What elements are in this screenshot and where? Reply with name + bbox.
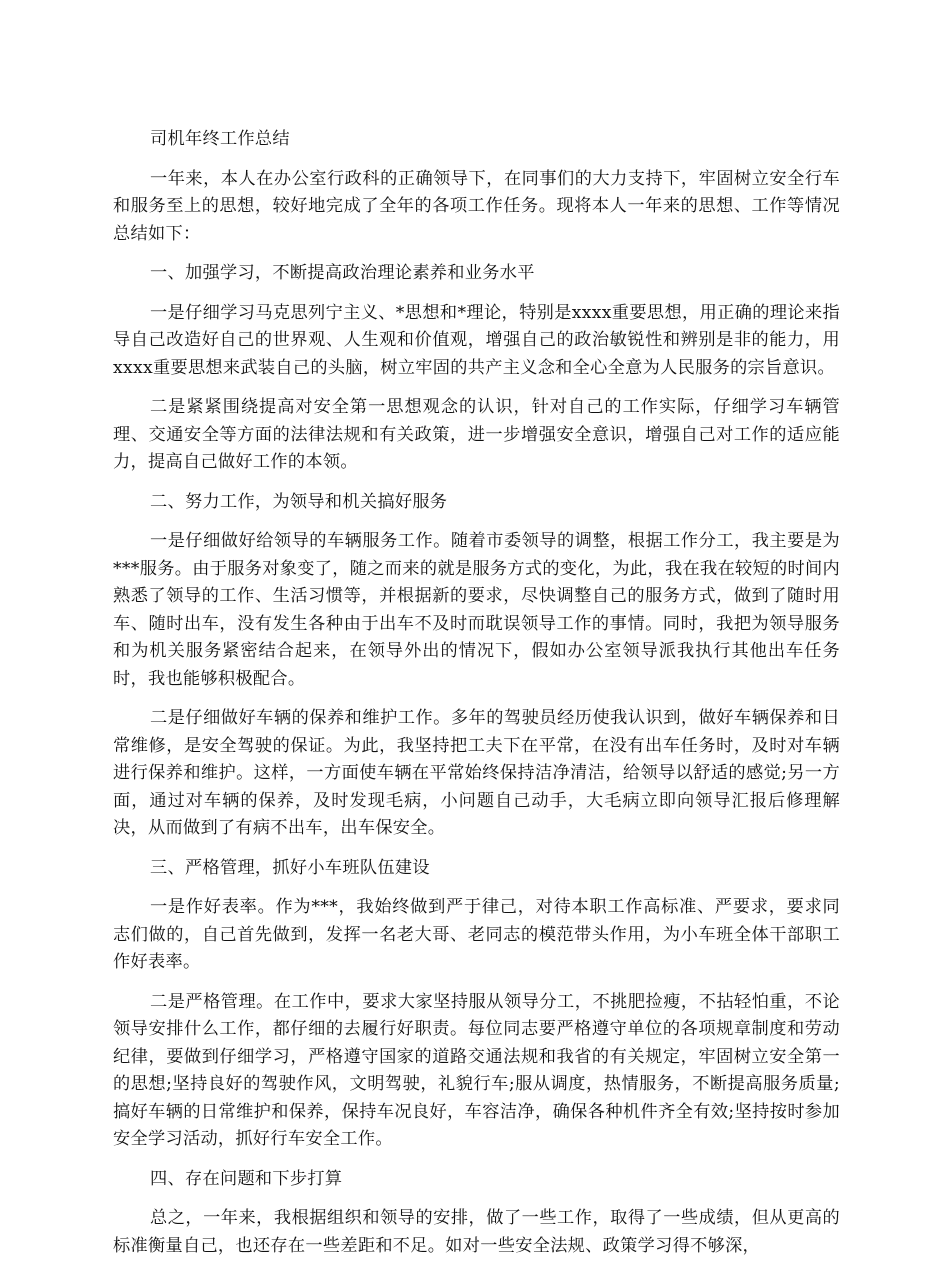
paragraph-study-2: 二是紧紧围绕提高对安全第一思想观念的认识，针对自己的工作实际，仔细学习车辆管理、交通安全等方面的法律法规和有关政策，进一步增强安全意识，增强自己对工作的适应能力，提高自己做好工作的本领。 xyxy=(113,397,840,472)
section-heading-3: 三、严格管理，抓好小车班队伍建设 xyxy=(150,857,430,878)
paragraph-intro: 一年来，本人在办公室行政科的正确领导下，在同事们的大力支持下，牢固树立安全行车和服务至上的思想，较好地完成了全年的各项工作任务。现将本人一年来的思想、工作等情况总结如下： xyxy=(113,168,840,244)
paragraph-study-1: 一是仔细学习马克思列宁主义、*思想和*理论，特别是xxxx重要思想，用正确的理论来指导自己改造好自己的世界观、人生观和价值观，增强自己的政治敏锐性和辨别是非的能力，用xxxx重要思想来武装自己的头脑，树立牢固的共产主义念和全心全意为人民服务的宗旨意识。 xyxy=(113,302,840,378)
paragraph-manage-1: 一是作好表率。作为***，我始终做到严于律己，对待本职工作高标准、严要求，要求同志们做的，自己首先做到，发挥一名老大哥、老同志的模范带头作用，为小车班全体干部职工作好表率。 xyxy=(113,897,840,972)
paragraph-work-1: 一是仔细做好给领导的车辆服务工作。随着市委领导的调整，根据工作分工，我主要是为***服务。由于服务对象变了，随之而来的就是服务方式的变化，为此，我在我在较短的时间内熟悉了领导的工作、生活习惯等，并根据新的要求，尽快调整自己的服务方式，做到了随时用车、随时出车，没有发生各种由于出车不及时而耽误领导工作的事情。同时，我把为领导服务和为机关服务紧密结合起来，在领导外出的情况下，假如办公室领导派我执行其他出车任务时，我也能够积极配合。 xyxy=(113,531,840,689)
section-heading-4: 四、存在问题和下步打算 xyxy=(150,1168,343,1189)
section-heading-1: 一、加强学习，不断提高政治理论素养和业务水平 xyxy=(150,263,535,283)
paragraph-work-2: 二是仔细做好车辆的保养和维护工作。多年的驾驶员经历使我认识到，做好车辆保养和日常维修，是安全驾驶的保证。为此，我坚持把工夫下在平常，在没有出车任务时，及时对车辆进行保养和维护。这样，一方面使车辆在平常始终保持洁净清洁，给领导以舒适的感觉;另一方面，通过对车辆的保养，及时发现毛病，小问题自己动手，大毛病立即向领导汇报后修理解决，从而做到了有病不出车，出车保安全。 xyxy=(113,708,840,838)
document-body xyxy=(113,126,840,1272)
paragraph-manage-2: 二是严格管理。在工作中，要求大家坚持服从领导分工，不挑肥捡瘦，不拈轻怕重，不论领导安排什么工作，都仔细的去履行好职责。每位同志要严格遵守单位的各项规章制度和劳动纪律，要做到仔细学习，严格遵守国家的道路交通法规和我省的有关规定，牢固树立安全第一的思想;坚持良好的驾驶作风，文明驾驶，礼貌行车;服从调度，热情服务，不断提高服务质量;搞好车辆的日常维护和保养，保持车况良好，车容洁净，确保各种机件齐全有效;坚持按时参加安全学习活动，抓好行车安全工作。 xyxy=(113,991,840,1149)
document-title: 司机年终工作总结 xyxy=(150,129,290,149)
section-heading-2: 二、努力工作，为领导和机关搞好服务 xyxy=(150,491,448,512)
paragraph-summary: 总之，一年来，我根据组织和领导的安排，做了一些工作，取得了一些成绩，但从更高的标准衡量自己，也还存在一些差距和不足。如对一些安全法规、政策学习得不够深， xyxy=(113,1208,840,1256)
